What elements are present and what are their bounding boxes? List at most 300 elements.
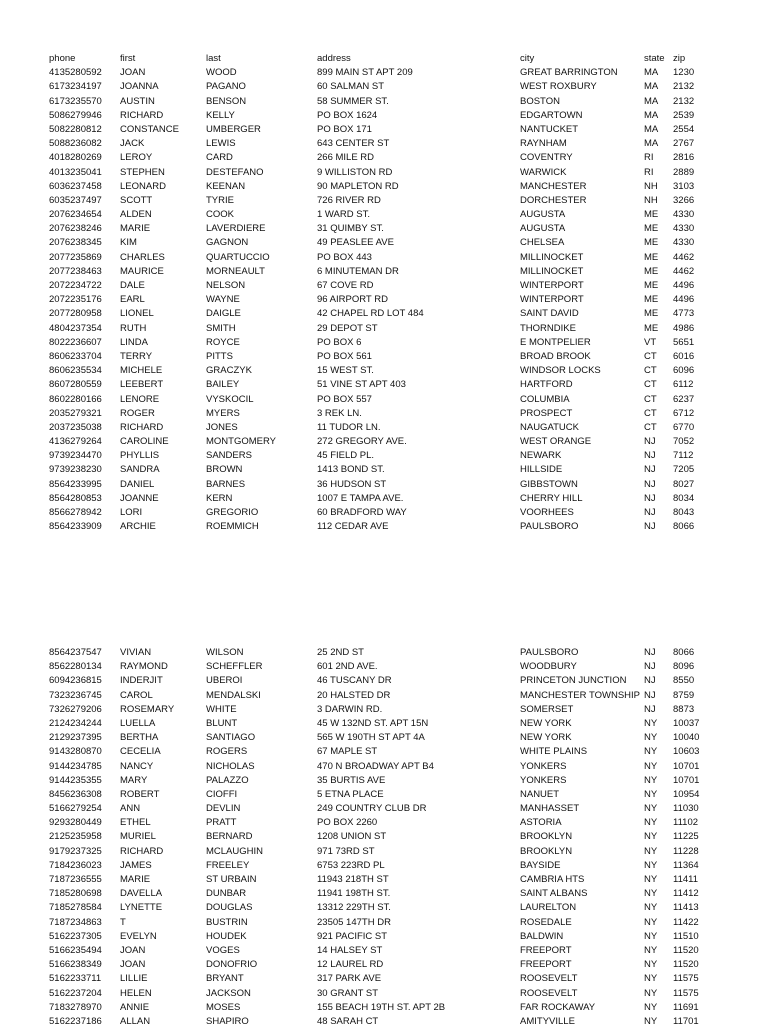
cell-zip: 4496: [673, 280, 695, 291]
cell-address: 726 RIVER RD: [317, 194, 381, 206]
cell-last: PAGANO: [206, 81, 246, 93]
cell-address: 60 SALMAN ST: [317, 81, 385, 93]
table-row: [0, 407, 768, 421]
cell-address: 45 FIELD PL.: [317, 450, 375, 462]
cell-first: BERTHA: [120, 732, 159, 744]
cell-zip: 3103: [673, 180, 695, 192]
cell-city: FREEPORT: [520, 944, 572, 956]
cell-phone: 2072235176: [49, 294, 102, 306]
cell-state: NJ: [644, 703, 656, 715]
cell-last: MCLAUGHIN: [206, 845, 264, 857]
cell-address: 1208 UNION ST: [317, 831, 387, 843]
cell-last: NICHOLAS: [206, 760, 255, 772]
cell-city: PAULSBORO: [520, 521, 579, 533]
cell-first: ARCHIE: [120, 521, 156, 533]
cell-phone: 4013235041: [49, 166, 102, 178]
table-row: [0, 137, 768, 151]
cell-phone: 7187234863: [49, 916, 102, 928]
cell-zip: 11701: [673, 1015, 699, 1027]
cell-address: 470 N BROADWAY APT B4: [317, 760, 434, 772]
cell-phone: 9143280870: [49, 746, 102, 758]
cell-first: LILLIE: [120, 973, 148, 985]
cell-address: 49 PEASLEE AVE: [317, 237, 394, 249]
cell-last: SCHEFFLER: [206, 661, 263, 673]
cell-city: NANUET: [520, 788, 560, 800]
cell-last: SHAPIRO: [206, 1015, 249, 1027]
cell-city: PRINCETON JUNCTION: [520, 675, 627, 687]
cell-address: 13312 229TH ST.: [317, 902, 391, 914]
cell-zip: 10603: [673, 746, 700, 758]
cell-city: NEW YORK: [520, 717, 572, 729]
cell-address: PO BOX 561: [317, 350, 372, 362]
table-row: [0, 745, 768, 759]
cell-last: DEVLIN: [206, 803, 241, 815]
cell-state: MA: [644, 138, 659, 150]
cell-address: 11943 218TH ST: [317, 874, 389, 885]
table-row: [0, 646, 768, 660]
cell-last: DOUGLAS: [206, 902, 253, 914]
table-row: [0, 463, 768, 477]
cell-last: MOSES: [206, 1001, 241, 1013]
cell-first: RICHARD: [120, 845, 164, 857]
header-address: address: [317, 53, 351, 64]
cell-city: ROSEDALE: [520, 916, 572, 928]
table-row: [0, 66, 768, 80]
cell-zip: 8759: [673, 689, 695, 701]
table-row: [0, 958, 768, 972]
cell-zip: 1230: [673, 67, 695, 79]
cell-address: 249 COUNTRY CLUB DR: [317, 803, 427, 815]
cell-state: ME: [644, 294, 659, 306]
cell-zip: 4773: [673, 308, 695, 320]
cell-state: RI: [644, 152, 654, 164]
cell-state: MA: [644, 67, 659, 79]
cell-phone: 9144235355: [49, 774, 102, 786]
cell-first: RUTH: [120, 322, 147, 334]
cell-first: STEPHEN: [120, 166, 165, 178]
cell-first: SANDRA: [120, 464, 160, 476]
cell-city: WINDSOR LOCKS: [520, 365, 601, 377]
cell-first: KIM: [120, 237, 137, 249]
cell-address: 921 PACIFIC ST: [317, 930, 388, 942]
cell-phone: 2076234654: [49, 209, 102, 221]
cell-city: YONKERS: [520, 760, 567, 772]
cell-first: LORI: [120, 507, 143, 518]
table-row: [0, 350, 768, 364]
cell-last: JONES: [206, 421, 238, 433]
cell-first: CECELIA: [120, 746, 161, 758]
cell-phone: 8607280559: [49, 379, 102, 391]
cell-zip: 2889: [673, 166, 695, 178]
cell-address: 565 W 190TH ST APT 4A: [317, 732, 425, 744]
cell-first: LEONARD: [120, 180, 166, 192]
cell-phone: 5162237186: [49, 1015, 102, 1027]
cell-last: KERN: [206, 492, 233, 504]
table-row: [0, 887, 768, 901]
cell-state: MA: [644, 109, 659, 121]
cell-address: 15 WEST ST.: [317, 365, 374, 377]
cell-first: EVELYN: [120, 930, 157, 942]
cell-first: MURIEL: [120, 831, 156, 843]
cell-phone: 8022236607: [49, 336, 102, 348]
cell-zip: 4330: [673, 237, 695, 249]
cell-phone: 5088236082: [49, 138, 102, 150]
cell-first: LEEBERT: [120, 379, 164, 391]
cell-zip: 6016: [673, 350, 695, 362]
cell-phone: 9739238230: [49, 464, 102, 476]
cell-address: 30 GRANT ST: [317, 987, 379, 999]
cell-phone: 2035279321: [49, 407, 102, 419]
cell-city: GIBBSTOWN: [520, 478, 578, 490]
cell-state: NY: [644, 1015, 658, 1027]
cell-city: MILLINOCKET: [520, 265, 584, 277]
cell-address: 6 MINUTEMAN DR: [317, 265, 399, 277]
cell-address: 5 ETNA PLACE: [317, 788, 384, 800]
cell-first: ANNIE: [120, 1001, 150, 1013]
cell-first: ALDEN: [120, 209, 152, 221]
table-row: [0, 109, 768, 123]
cell-address: 11 TUDOR LN.: [317, 421, 381, 433]
table-row: [0, 435, 768, 449]
cell-address: 643 CENTER ST: [317, 138, 390, 150]
cell-first: MAURICE: [120, 265, 164, 277]
cell-phone: 2076238345: [49, 237, 102, 249]
cell-state: NY: [644, 831, 658, 843]
cell-first: HELEN: [120, 987, 152, 999]
cell-address: 1 WARD ST.: [317, 209, 370, 221]
cell-last: UMBERGER: [206, 123, 261, 135]
table-row: [0, 265, 768, 279]
table-row: [0, 859, 768, 873]
cell-first: AUSTIN: [120, 95, 155, 107]
table-row: [0, 222, 768, 236]
cell-last: WHITE: [206, 703, 237, 715]
cell-zip: 6770: [673, 421, 695, 433]
cell-city: NEW YORK: [520, 732, 572, 744]
cell-first: RAYMOND: [120, 661, 168, 673]
cell-city: WARWICK: [520, 166, 567, 178]
cell-address: PO BOX 6: [317, 336, 362, 348]
cell-first: ROSEMARY: [120, 703, 175, 715]
cell-last: HOUDEK: [206, 930, 247, 942]
table-row: [0, 689, 768, 703]
cell-last: MONTGOMERY: [206, 436, 277, 448]
table-row: [0, 901, 768, 915]
header-phone: phone: [49, 53, 76, 64]
cell-zip: 8066: [673, 521, 695, 533]
cell-address: 51 VINE ST APT 403: [317, 379, 406, 391]
cell-zip: 7112: [673, 450, 694, 462]
cell-phone: 8606235534: [49, 365, 102, 377]
cell-first: MICHELE: [120, 365, 163, 377]
cell-last: MENDALSKI: [206, 689, 261, 701]
cell-last: SMITH: [206, 322, 236, 334]
cell-zip: 10701: [673, 760, 700, 772]
table-row: [0, 802, 768, 816]
cell-zip: 11520: [673, 959, 699, 971]
cell-zip: 4330: [673, 223, 695, 235]
cell-zip: 4462: [673, 251, 695, 263]
cell-phone: 2129237395: [49, 732, 102, 744]
cell-city: NANTUCKET: [520, 123, 579, 135]
cell-state: ME: [644, 209, 659, 221]
cell-zip: 11422: [673, 916, 699, 928]
cell-state: ME: [644, 223, 659, 235]
cell-first: SCOTT: [120, 194, 153, 206]
cell-phone: 6036237458: [49, 180, 102, 192]
cell-phone: 7323236745: [49, 689, 102, 701]
cell-state: CT: [644, 393, 657, 405]
cell-last: WILSON: [206, 647, 244, 658]
cell-city: COVENTRY: [520, 152, 573, 164]
cell-city: AMITYVILLE: [520, 1015, 575, 1027]
cell-last: DUNBAR: [206, 888, 247, 900]
cell-address: 112 CEDAR AVE: [317, 521, 389, 533]
cell-city: FREEPORT: [520, 959, 572, 971]
cell-last: BERNARD: [206, 831, 253, 843]
cell-first: PHYLLIS: [120, 450, 160, 462]
cell-last: BENSON: [206, 95, 247, 107]
cell-first: ANN: [120, 803, 141, 815]
cell-last: KELLY: [206, 109, 235, 121]
cell-zip: 11691: [673, 1001, 699, 1013]
cell-last: CARD: [206, 152, 233, 164]
cell-phone: 4018280269: [49, 152, 102, 164]
cell-city: CAMBRIA HTS: [520, 874, 585, 885]
table-row: [0, 987, 768, 1001]
cell-address: 601 2ND AVE.: [317, 661, 378, 673]
cell-last: ROGERS: [206, 746, 248, 758]
cell-state: NY: [644, 746, 658, 758]
cell-last: GRACZYK: [206, 365, 252, 377]
cell-first: TERRY: [120, 350, 153, 362]
cell-address: 48 SARAH CT: [317, 1015, 379, 1027]
table-rows-top: [0, 66, 768, 534]
table-row: [0, 236, 768, 250]
cell-address: 11941 198TH ST.: [317, 888, 391, 900]
cell-zip: 11364: [673, 859, 699, 871]
table-row: [0, 830, 768, 844]
cell-last: JACKSON: [206, 987, 251, 999]
cell-state: ME: [644, 265, 659, 277]
table-row: [0, 703, 768, 717]
cell-zip: 2132: [673, 95, 695, 107]
table-row: [0, 449, 768, 463]
cell-state: CT: [644, 350, 657, 362]
cell-last: BUSTRIN: [206, 916, 248, 928]
table-row: [0, 944, 768, 958]
cell-phone: 6035237497: [49, 194, 102, 206]
cell-last: ROYCE: [206, 336, 240, 348]
cell-last: LAVERDIERE: [206, 223, 266, 235]
cell-phone: 5162237204: [49, 987, 102, 999]
table-row: [0, 208, 768, 222]
cell-state: ME: [644, 251, 659, 263]
cell-city: SAINT DAVID: [520, 308, 579, 320]
cell-last: SANTIAGO: [206, 732, 256, 744]
table-top-block: [0, 52, 768, 534]
cell-city: BALDWIN: [520, 930, 564, 942]
table-row: [0, 873, 768, 887]
cell-phone: 4136279264: [49, 436, 102, 448]
cell-phone: 2077280958: [49, 308, 102, 320]
cell-state: NY: [644, 944, 658, 956]
cell-last: MYERS: [206, 407, 240, 419]
table-row: [0, 180, 768, 194]
cell-phone: 2076238246: [49, 223, 102, 235]
cell-first: ROBERT: [120, 788, 160, 800]
table-rows-bottom: [0, 646, 768, 1029]
cell-first: EARL: [120, 294, 145, 306]
cell-zip: 11575: [673, 987, 699, 999]
cell-state: NY: [644, 717, 658, 729]
cell-first: RICHARD: [120, 421, 164, 433]
cell-city: ROOSEVELT: [520, 987, 578, 999]
cell-address: 60 BRADFORD WAY: [317, 507, 407, 518]
header-first: first: [120, 53, 136, 64]
table-row: [0, 816, 768, 830]
cell-state: NJ: [644, 689, 656, 701]
table-row: [0, 972, 768, 986]
cell-zip: 3266: [673, 194, 695, 206]
cell-state: VT: [644, 336, 657, 348]
cell-zip: 11413: [673, 902, 699, 914]
cell-last: NELSON: [206, 280, 246, 291]
cell-city: WEST ORANGE: [520, 436, 592, 448]
cell-city: WHITE PLAINS: [520, 746, 588, 758]
cell-zip: 11030: [673, 803, 699, 815]
cell-address: 971 73RD ST: [317, 845, 375, 857]
cell-phone: 7185278584: [49, 902, 102, 914]
cell-zip: 11510: [673, 930, 699, 942]
cell-zip: 8096: [673, 661, 695, 673]
cell-state: NY: [644, 888, 658, 900]
cell-city: ROOSEVELT: [520, 973, 578, 985]
cell-state: NJ: [644, 478, 656, 490]
cell-last: MORNEAULT: [206, 265, 265, 277]
cell-last: UBEROI: [206, 675, 243, 687]
cell-phone: 2072234722: [49, 280, 102, 291]
cell-last: BROWN: [206, 464, 243, 476]
table-row: [0, 95, 768, 109]
table-row: [0, 151, 768, 165]
cell-state: NY: [644, 732, 658, 744]
cell-state: CT: [644, 407, 657, 419]
cell-zip: 2132: [673, 81, 695, 93]
cell-last: CIOFFI: [206, 788, 238, 800]
cell-city: WOODBURY: [520, 661, 577, 673]
cell-state: NY: [644, 859, 658, 871]
cell-zip: 8066: [673, 647, 695, 658]
cell-state: CT: [644, 379, 657, 391]
cell-last: ROEMMICH: [206, 521, 259, 533]
cell-phone: 8606233704: [49, 350, 102, 362]
cell-city: VOORHEES: [520, 507, 574, 518]
table-row: [0, 364, 768, 378]
cell-first: VIVIAN: [120, 647, 152, 658]
cell-state: NJ: [644, 661, 656, 673]
cell-first: CAROL: [120, 689, 153, 701]
cell-first: INDERJIT: [120, 675, 163, 687]
table-bottom-block: [0, 646, 768, 1029]
table-row: [0, 916, 768, 930]
cell-address: 23505 147TH DR: [317, 916, 391, 928]
cell-address: 31 QUIMBY ST.: [317, 223, 384, 235]
cell-city: PAULSBORO: [520, 647, 579, 658]
cell-first: ROGER: [120, 407, 155, 419]
cell-address: 899 MAIN ST APT 209: [317, 67, 413, 79]
cell-state: RI: [644, 166, 654, 178]
cell-state: ME: [644, 280, 659, 291]
cell-phone: 4135280592: [49, 67, 102, 79]
cell-first: DAVELLA: [120, 888, 163, 900]
cell-state: NJ: [644, 507, 656, 518]
table-row: [0, 194, 768, 208]
cell-phone: 9293280449: [49, 817, 102, 829]
cell-city: WINTERPORT: [520, 280, 584, 291]
cell-zip: 2767: [673, 138, 695, 150]
table-row: [0, 760, 768, 774]
cell-address: 1007 E TAMPA AVE.: [317, 492, 404, 504]
cell-city: AUGUSTA: [520, 223, 566, 235]
cell-state: NY: [644, 817, 658, 829]
cell-address: 3 REK LN.: [317, 407, 362, 419]
cell-state: NY: [644, 760, 658, 772]
cell-city: PROSPECT: [520, 407, 573, 419]
cell-first: ETHEL: [120, 817, 151, 829]
cell-phone: 5162233711: [49, 973, 102, 985]
cell-address: 266 MILE RD: [317, 152, 375, 164]
cell-city: COLUMBIA: [520, 393, 570, 405]
cell-address: 58 SUMMER ST.: [317, 95, 389, 107]
cell-phone: 7326279206: [49, 703, 102, 715]
table-row: [0, 421, 768, 435]
table-row: [0, 393, 768, 407]
cell-address: 1413 BOND ST.: [317, 464, 385, 476]
table-row: [0, 930, 768, 944]
cell-last: SANDERS: [206, 450, 252, 462]
cell-first: LENORE: [120, 393, 160, 405]
cell-address: 96 AIRPORT RD: [317, 294, 388, 306]
cell-address: PO BOX 171: [317, 123, 372, 135]
cell-first: DALE: [120, 280, 145, 291]
cell-address: 29 DEPOT ST: [317, 322, 378, 334]
cell-city: GREAT BARRINGTON: [520, 67, 618, 79]
cell-phone: 7184236023: [49, 859, 102, 871]
cell-zip: 6112: [673, 379, 694, 391]
cell-first: T: [120, 916, 126, 928]
cell-first: JAMES: [120, 859, 152, 871]
cell-city: MANCHESTER: [520, 180, 587, 192]
cell-phone: 7187236555: [49, 874, 102, 885]
cell-phone: 8564237547: [49, 647, 102, 658]
cell-state: CT: [644, 365, 657, 377]
cell-zip: 4496: [673, 294, 695, 306]
cell-address: 36 HUDSON ST: [317, 478, 387, 490]
cell-first: LINDA: [120, 336, 148, 348]
cell-address: 317 PARK AVE: [317, 973, 382, 985]
cell-last: PALAZZO: [206, 774, 249, 786]
cell-first: CONSTANCE: [120, 123, 179, 135]
cell-state: NY: [644, 959, 658, 971]
cell-zip: 8027: [673, 478, 695, 490]
table-row: [0, 520, 768, 534]
cell-city: BROOKLYN: [520, 831, 573, 843]
cell-city: HARTFORD: [520, 379, 573, 391]
cell-address: 35 BURTIS AVE: [317, 774, 386, 786]
cell-state: MA: [644, 123, 659, 135]
header-last: last: [206, 53, 221, 64]
